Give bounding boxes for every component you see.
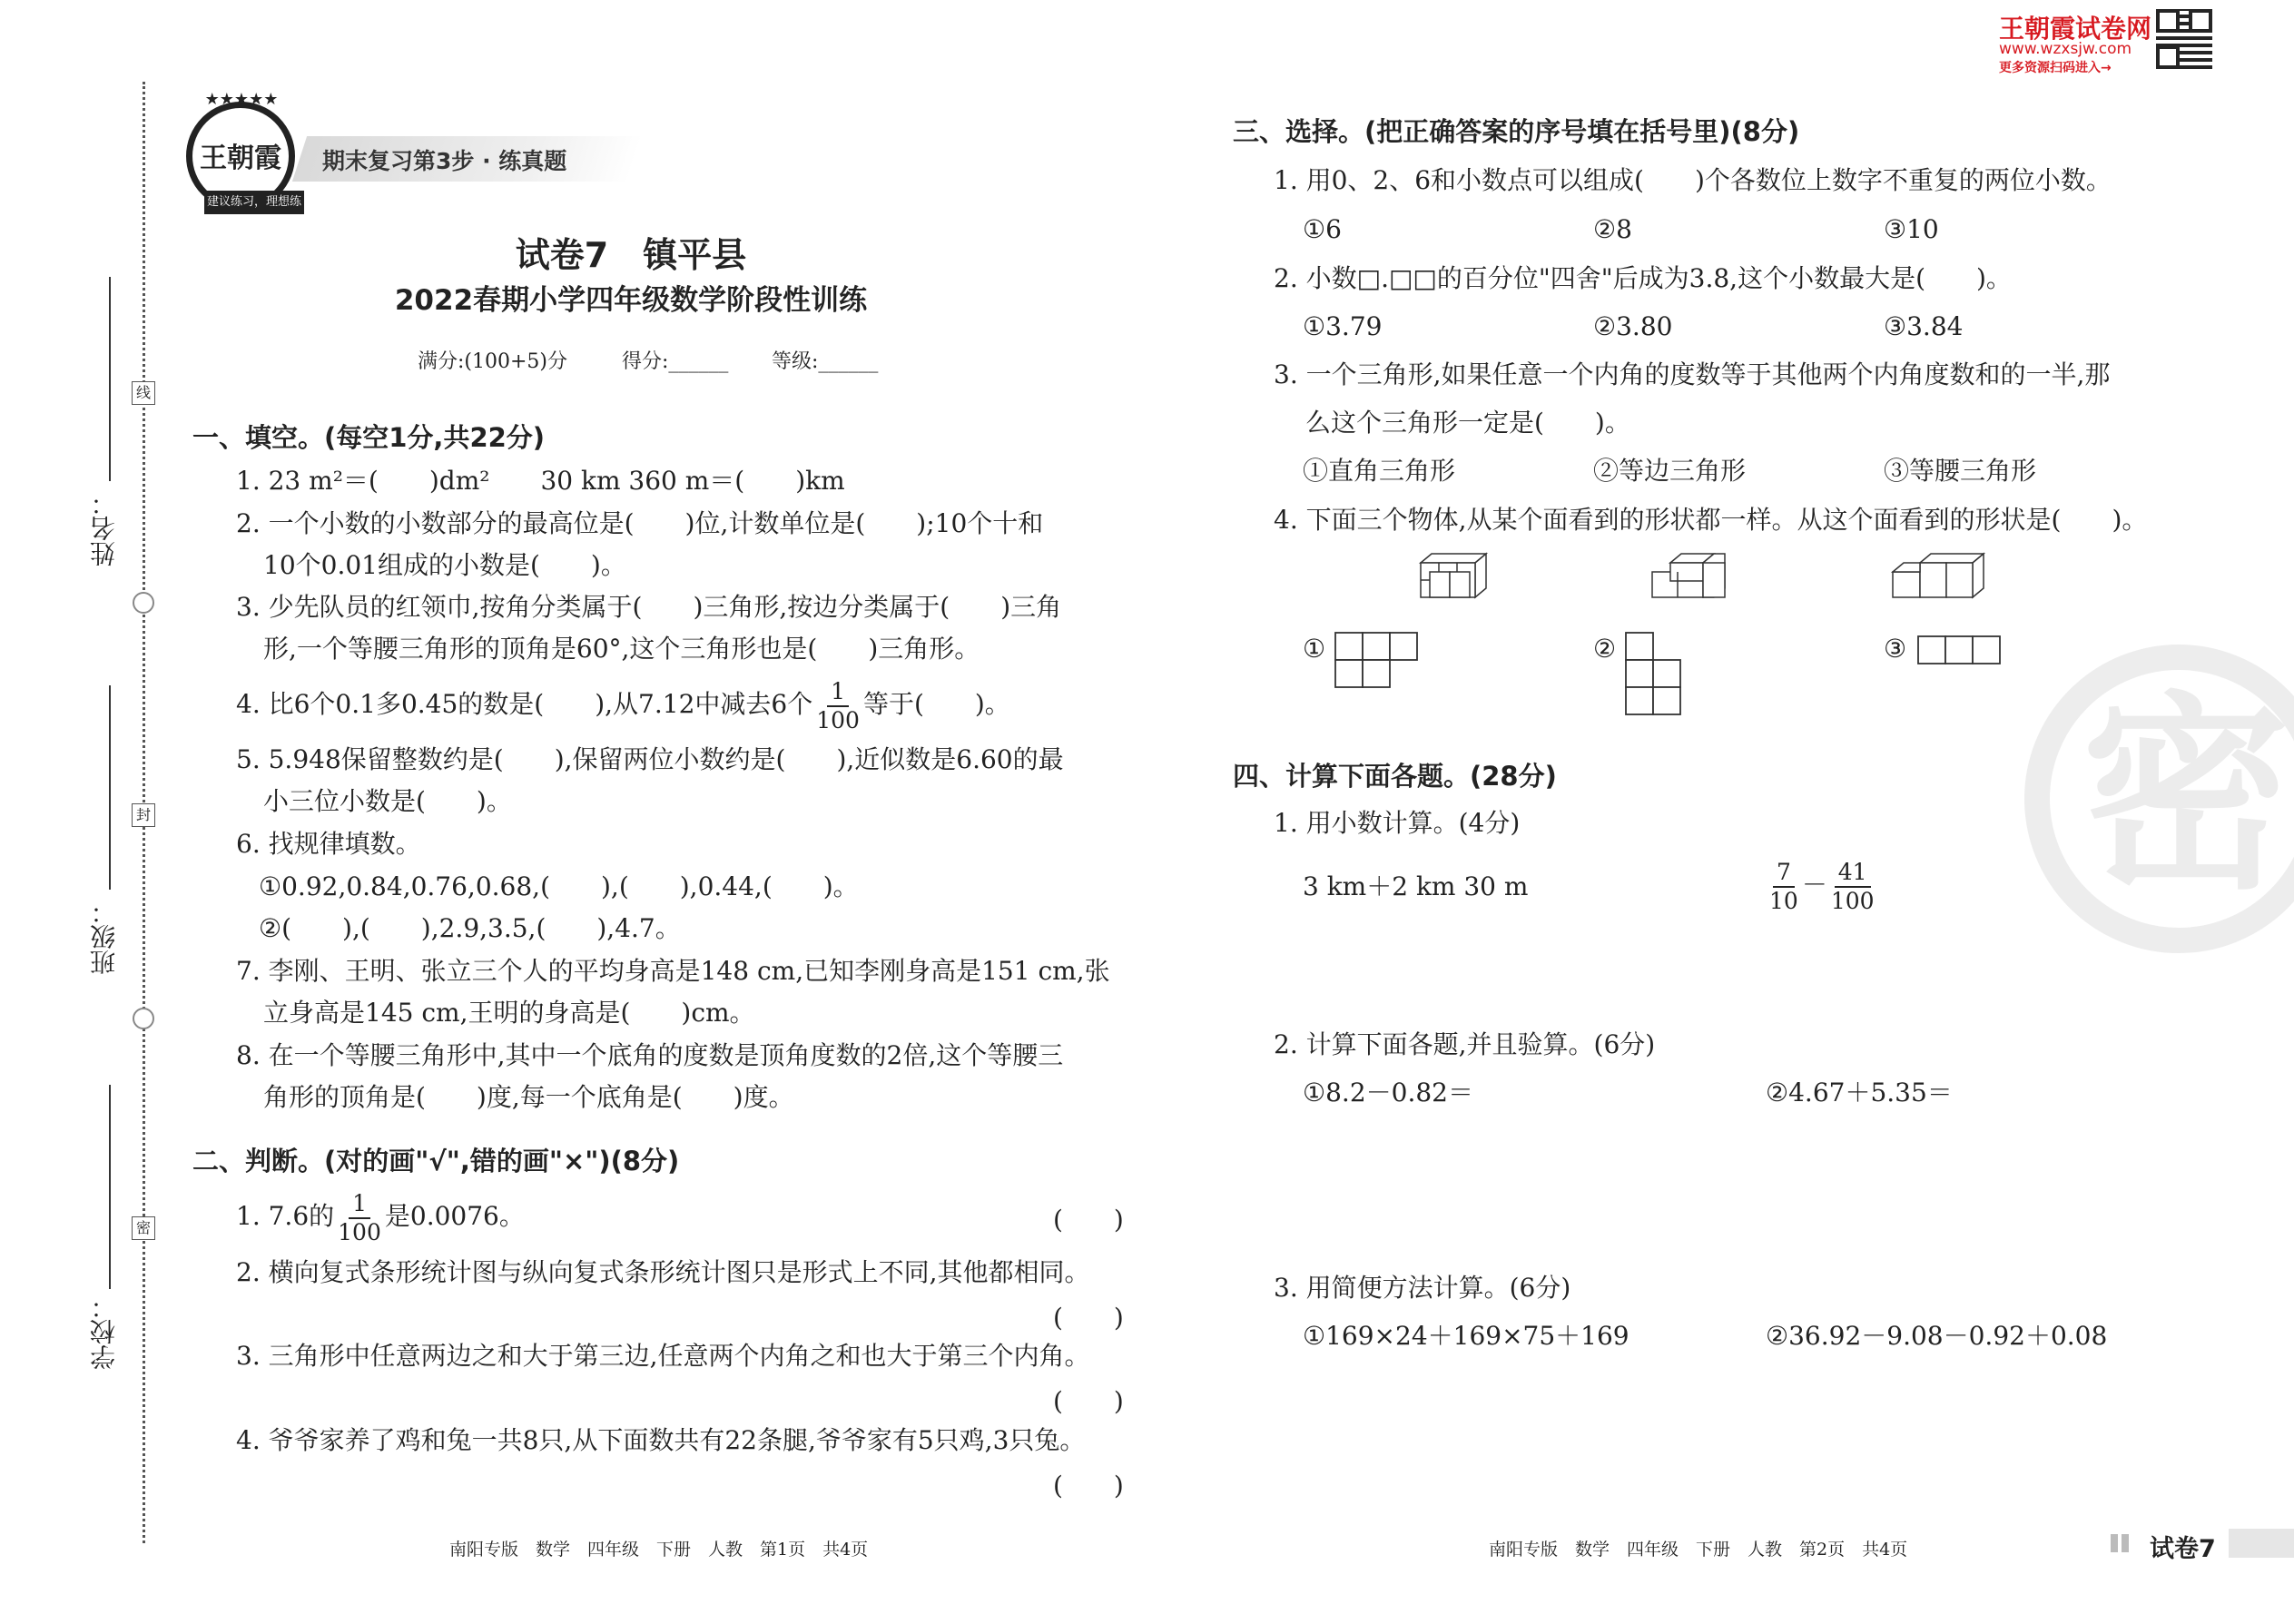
site-brand: 王朝霞试卷网: [1999, 14, 2152, 44]
seal-char-feng: 封: [132, 803, 155, 827]
s1-q5a: 5. 5.948保留整数约是( ),保留两位小数约是( ),近似数是6.60的最: [236, 744, 1064, 774]
s1-q5b: 小三位小数是( )。: [263, 786, 512, 816]
s4-p1b: [1766, 853, 1878, 917]
s1-q3a: 3. 少先队员的红领巾,按角分类属于( )三角形,按边分类属于( )三角: [236, 592, 1062, 622]
cube-figure-3: [1884, 552, 1993, 608]
s2-q1-pre: 1. 7.6的: [236, 1201, 335, 1231]
site-tip: 更多资源扫码进入→: [1999, 61, 2112, 75]
s3-q2: 2. 小数□.□□的百分位"四舍"后成为3.8,这个小数最大是( )。: [1274, 263, 2012, 293]
s2-q1-post: 是0.0076。: [384, 1201, 525, 1231]
section4-heading: 四、计算下面各题。(28分): [1233, 761, 1557, 792]
cube-figure-1: [1412, 552, 1502, 608]
s3-q4-opt1-label[interactable]: ①: [1303, 634, 1326, 664]
s4-p3: 3. 用简便方法计算。(6分): [1274, 1273, 1571, 1303]
s3-q4-opt2-label[interactable]: ②: [1593, 634, 1617, 664]
exam-title: 试卷7 镇平县: [515, 235, 747, 275]
section3-heading: 三、选择。(把正确答案的序号填在括号里)(8分): [1233, 116, 1800, 147]
s2-q4: 4. 爷爷家养了鸡和兔一共8只,从下面数共有22条腿,爷爷家有5只鸡,3只兔。: [236, 1425, 1086, 1455]
school-underline: [109, 1085, 111, 1289]
footer-tag: 试卷7: [2150, 1535, 2216, 1563]
s3-q4-opt1-shape: [1334, 632, 1420, 688]
s4-p1: 1. 用小数计算。(4分): [1274, 808, 1521, 838]
s1-q4-pre: 4. 比6个0.1多0.45的数是( ),从7.12中减去6个: [236, 689, 813, 719]
secret-watermark-seal: [2024, 645, 2294, 953]
s1-q7a: 7. 李刚、王明、张立三个人的平均身高是148 cm,已知李刚身高是151 cm,张: [236, 956, 1110, 986]
s4-p1b-fraction1: $\frac{7}{10}$: [1769, 858, 1798, 914]
grade-field[interactable]: 等级:______: [772, 350, 879, 373]
score-field[interactable]: 得分:______: [622, 350, 729, 373]
seal-char-mi: 密: [132, 1216, 155, 1240]
s3-q4-opt3-label[interactable]: ③: [1884, 634, 1907, 664]
s1-q3b: 形,一个等腰三角形的顶角是60°,这个三角形也是( )三角形。: [263, 634, 980, 664]
full-score: 满分:(100+5)分: [418, 350, 568, 373]
s2-q4-answer-bracket[interactable]: ( ): [1053, 1471, 1124, 1501]
s3-q4-opt2-shape: [1625, 632, 1681, 717]
s3-q2-opt2[interactable]: ②3.80: [1593, 311, 1673, 341]
s4-p1b-op: －: [1801, 870, 1827, 900]
footer-tag-bar: [2229, 1529, 2294, 1558]
s3-q2-opt1[interactable]: ①3.79: [1303, 311, 1383, 341]
s3-q3-opt2[interactable]: ②等边三角形: [1593, 456, 1747, 486]
s2-q1-answer-bracket[interactable]: ( ): [1053, 1205, 1124, 1235]
s1-q1: 1. 23 m²＝( )dm² 30 km 360 m＝( )km: [236, 466, 845, 496]
s2-q3-answer-bracket[interactable]: ( ): [1053, 1386, 1124, 1416]
s2-q2-answer-bracket[interactable]: ( ): [1053, 1303, 1124, 1333]
s2-q2: 2. 横向复式条形统计图与纵向复式条形统计图只是形式上不同,其他都相同。: [236, 1257, 1090, 1287]
s3-q4: 4. 下面三个物体,从某个面看到的形状都一样。从这个面看到的形状是( )。: [1274, 505, 2148, 535]
class-label: 班级：: [89, 899, 119, 975]
s3-q1-opt1[interactable]: ①6: [1303, 214, 1342, 244]
s3-q3-opt3[interactable]: ③等腰三角形: [1884, 456, 2037, 486]
s1-q6: 6. 找规律填数。: [236, 829, 421, 859]
exam-subtitle: 2022春期小学四年级数学阶段性训练: [394, 284, 868, 317]
s3-q3-opt1[interactable]: ①直角三角形: [1303, 456, 1456, 486]
s4-p1a: 3 km＋2 km 30 m: [1303, 871, 1529, 901]
logo-ribbon: [204, 191, 304, 232]
s1-q8b: 角形的顶角是( )度,每一个底角是( )度。: [263, 1082, 794, 1112]
section2-heading: 二、判断。(对的画"√",错的画"×")(8分): [192, 1146, 680, 1176]
s1-q2a: 2. 一个小数的小数部分的最高位是( )位,计数单位是( );10个十和: [236, 508, 1044, 538]
name-label: 姓名：: [89, 490, 119, 566]
section1-heading: 一、填空。(每空1分,共22分): [192, 422, 546, 453]
header-banner-text: 期末复习第3步 · 练真题: [322, 148, 567, 174]
s1-q4-fraction: $\frac{1}{100}$: [816, 677, 860, 733]
s3-q1: 1. 用0、2、6和小数点可以组成( )个各数位上数字不重复的两位小数。: [1274, 165, 2112, 195]
logo-stars: ★★★★★: [204, 90, 279, 109]
qr-code-icon[interactable]: [2156, 9, 2212, 69]
s1-q7b: 立身高是145 cm,王明的身高是( )cm。: [263, 998, 755, 1028]
s1-q4-post: 等于( )。: [862, 689, 1010, 719]
s3-q1-opt3[interactable]: ③10: [1884, 214, 1939, 244]
s2-q3: 3. 三角形中任意两边之和大于第三边,任意两个内角之和也大于第三个内角。: [236, 1341, 1090, 1371]
watermark-char: 密: [2081, 675, 2290, 918]
seal-char-xian: 线: [132, 381, 155, 405]
s2-q1: [236, 1189, 525, 1246]
s1-q8a: 8. 在一个等腰三角形中,其中一个底角的度数是顶角度数的2倍,这个等腰三: [236, 1040, 1064, 1070]
s1-q6a: ①0.92,0.84,0.76,0.68,( ),( ),0.44,( )。: [259, 871, 859, 901]
s4-p2: 2. 计算下面各题,并且验算。(6分): [1274, 1029, 1656, 1059]
cube-figure-2: [1643, 552, 1743, 608]
s4-p3a: ①169×24＋169×75＋169: [1303, 1321, 1629, 1351]
s2-q1-fraction: $\frac{1}{100}$: [338, 1189, 381, 1245]
s1-q6b: ②( ),( ),2.9,3.5,( ),4.7。: [259, 913, 681, 943]
school-label: 学校：: [89, 1294, 119, 1370]
s4-p3b: ②36.92－9.08－0.92＋0.08: [1766, 1321, 2108, 1351]
s3-q2-opt3[interactable]: ③3.84: [1884, 311, 1964, 341]
binding-hole-1: [133, 592, 154, 614]
s4-p2b: ②4.67＋5.35＝: [1766, 1078, 1953, 1107]
logo-slogan: 建议练习，理想练习: [206, 195, 301, 232]
binding-hole-2: [133, 1008, 154, 1029]
class-underline: [109, 685, 111, 890]
footer-left: 南阳专版 数学 四年级 下册 人教 第1页 共4页: [449, 1540, 869, 1560]
footer-right: 南阳专版 数学 四年级 下册 人教 第2页 共4页: [1489, 1540, 1908, 1560]
s3-q3a: 3. 一个三角形,如果任意一个内角的度数等于其他两个内角度数和的一半,那: [1274, 359, 2111, 389]
s3-q3b: 么这个三角形一定是( )。: [1305, 408, 1630, 438]
s1-q2b: 10个0.01组成的小数是( )。: [263, 550, 626, 580]
s3-q1-opt2[interactable]: ②8: [1593, 214, 1632, 244]
s4-p1b-fraction2: $\frac{41}{100}$: [1830, 858, 1875, 914]
footer-tag-squares: [2111, 1534, 2129, 1552]
s3-q4-opt3-shape: [1917, 635, 2003, 664]
s4-p2a: ①8.2－0.82＝: [1303, 1078, 1473, 1107]
s1-q4: [236, 677, 1010, 734]
logo-brand-name: 王朝霞: [200, 143, 281, 174]
site-url: www.wzxsjw.com: [1999, 40, 2132, 58]
